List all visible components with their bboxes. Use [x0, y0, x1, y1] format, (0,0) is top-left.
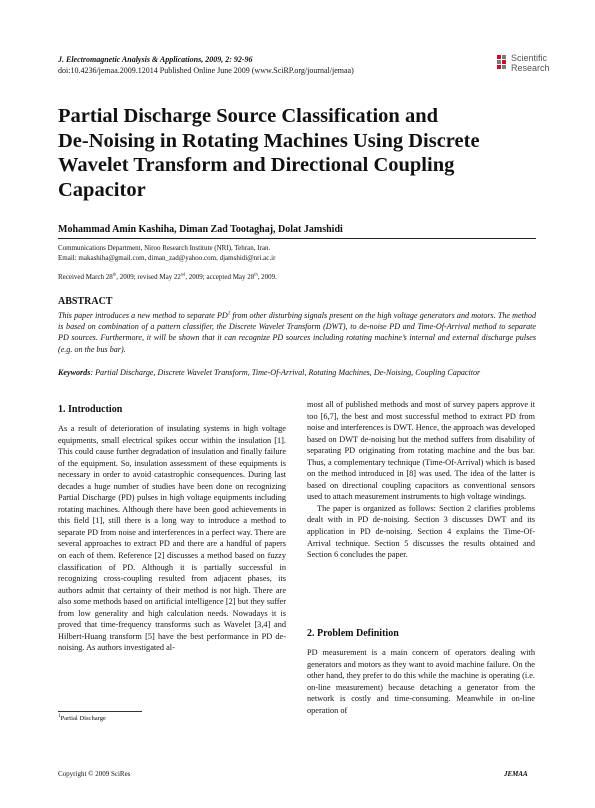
author-list: Mohammad Amin Kashiha, Diman Zad Tootaghaj, Dolat Jamshidi — [58, 224, 343, 235]
intro-continuation: most all of published methods and most of survey papers approve it too [6,7], the best and most successful method to extract PD from noise and interferences is DWT. Hence, the approach was developed based on DWT de-noising but the method suffers from disability of separating PD originating from rotating machine and the bus bar. Thus, a complementary technique (Time-Of-Arrival) which is based on the method introduced in [8] was used. The idea of the latter is based on directional coupling capacitors as conventional sensors used to attach measurement instruments to high voltage windings. — [307, 400, 535, 502]
paper-title — [58, 104, 538, 202]
section-heading-problem-definition: 2. Problem Definition — [307, 628, 399, 639]
title-line: Capacitor — [58, 178, 146, 201]
abstract-heading: ABSTRACT — [58, 296, 113, 307]
title-line: Partial Discharge Source Classification and — [58, 105, 438, 127]
email-line: Email: makashiha@gmail.com, diman_zad@yahoo.com, djamshidi@nri.ac.ir — [58, 254, 276, 262]
keywords-label: Keywords — [58, 368, 91, 377]
intro-organization: The paper is organized as follows: Section 2 clarifies problems dealt with in PD de-noising. Section 3 discusses DWT and its application in PD de-noising. Section 4 explains the Time-Of-Arrival technique. Section 5 discusses the results obtained and Section 6 concludes the paper. — [307, 503, 535, 560]
publisher-logo — [497, 53, 559, 81]
journal-abbreviation: JEMAA — [504, 770, 528, 778]
intro-paragraph-right — [307, 399, 535, 561]
logo-text-line1: Scientific — [511, 53, 548, 63]
keywords-list: : Partial Discharge, Discrete Wavelet Transform, Time-Of-Arrival, Rotating Machines, De-Noising, Coupling Capacitor — [90, 368, 481, 377]
received-dates: Received March 28th, 2009; revised May 22nd, 2009; accepted May 28th, 2009. — [58, 271, 277, 281]
keywords — [58, 367, 536, 378]
title-line: De-Noising in Rotating Machines Using Discrete — [58, 129, 480, 152]
title-line: Wavelet Transform and Directional Coupling — [58, 154, 455, 176]
intro-paragraph-left: As a result of deterioration of insulating systems in high voltage equipments, small electrical spikes occur within the insulation [1]. This could cause further degradation of insulation and finally failure of the equipment. So, insulation assessment of these equipments is necessary in order to avoid catastrophic consequences. During last decades a huge number of studies have been done on recognizing Partial Discharge (PD) pulses in high voltage equipments including rotating machines. Although there have been good achievements in this field [1], still there is a long way to introduce a method to separate PD from noise and interferences in a perfect way. There are several approaches to extract PD and there are a handful of papers on each of them. Reference [2] discusses a method based on fuzzy classification of PD. Although it is partially successful in recognizing cross-coupling resulted from adjacent phases, its authors admit that certainty of their method is not high. There are also some methods based on artificial intelligence [2] but they suffer from low generality and high calculation needs. Nowadays it is proved that time-frequency transforms such as Wavelet [3,4] and Hilbert-Huang transform [5] have the best performance in PD de-noising. As authors investigated al- — [58, 424, 286, 653]
abstract-text: This paper introduces a new method to separate $PD^1$ from other disturbing signals present on the high voltage generators and motors. The method is based on combination of a pattern classifier, the Discrete Wavelet Transform (DWT), to de-noise PD and Time-Of-Arrival method to separate PD sources. Furthermore, it will be shown that it can recognize PD sources including rotating machine’s internal and external discharge pulses (e.g. on the bus bar). — [58, 311, 536, 354]
footnote-divider — [58, 711, 142, 712]
problem-definition-paragraph: PD measurement is a main concern of operators dealing with generators and motors as they want to avoid machine failure. On the other hand, they prefer to do this while the machine is operating (i.e. on-line measurement) because detaching a generator from the network is costly and time-consuming. Meanwhile in on-line operation of — [307, 648, 535, 715]
logo-text-line2: Research — [511, 63, 550, 73]
footnote: $^1$Partial Discharge — [58, 713, 106, 722]
section-heading-introduction: 1. Introduction — [58, 404, 123, 415]
copyright-footer: Copyright © 2009 SciRes — [58, 770, 131, 778]
logo-mark-icon — [497, 55, 508, 73]
affiliation: Communications Department, Niroo Research Institute (NRI), Tehran, Iran. — [58, 244, 271, 252]
divider — [58, 238, 536, 239]
affiliation-block — [58, 243, 275, 263]
journal-citation: J. Electromagnetic Analysis & Applications, 2009, 2: 92-96 — [58, 55, 253, 64]
doi-line: doi:10.4236/jemaa.2009.12014 Published Online June 2009 (www.SciRP.org/journal/jemaa) — [58, 66, 354, 75]
